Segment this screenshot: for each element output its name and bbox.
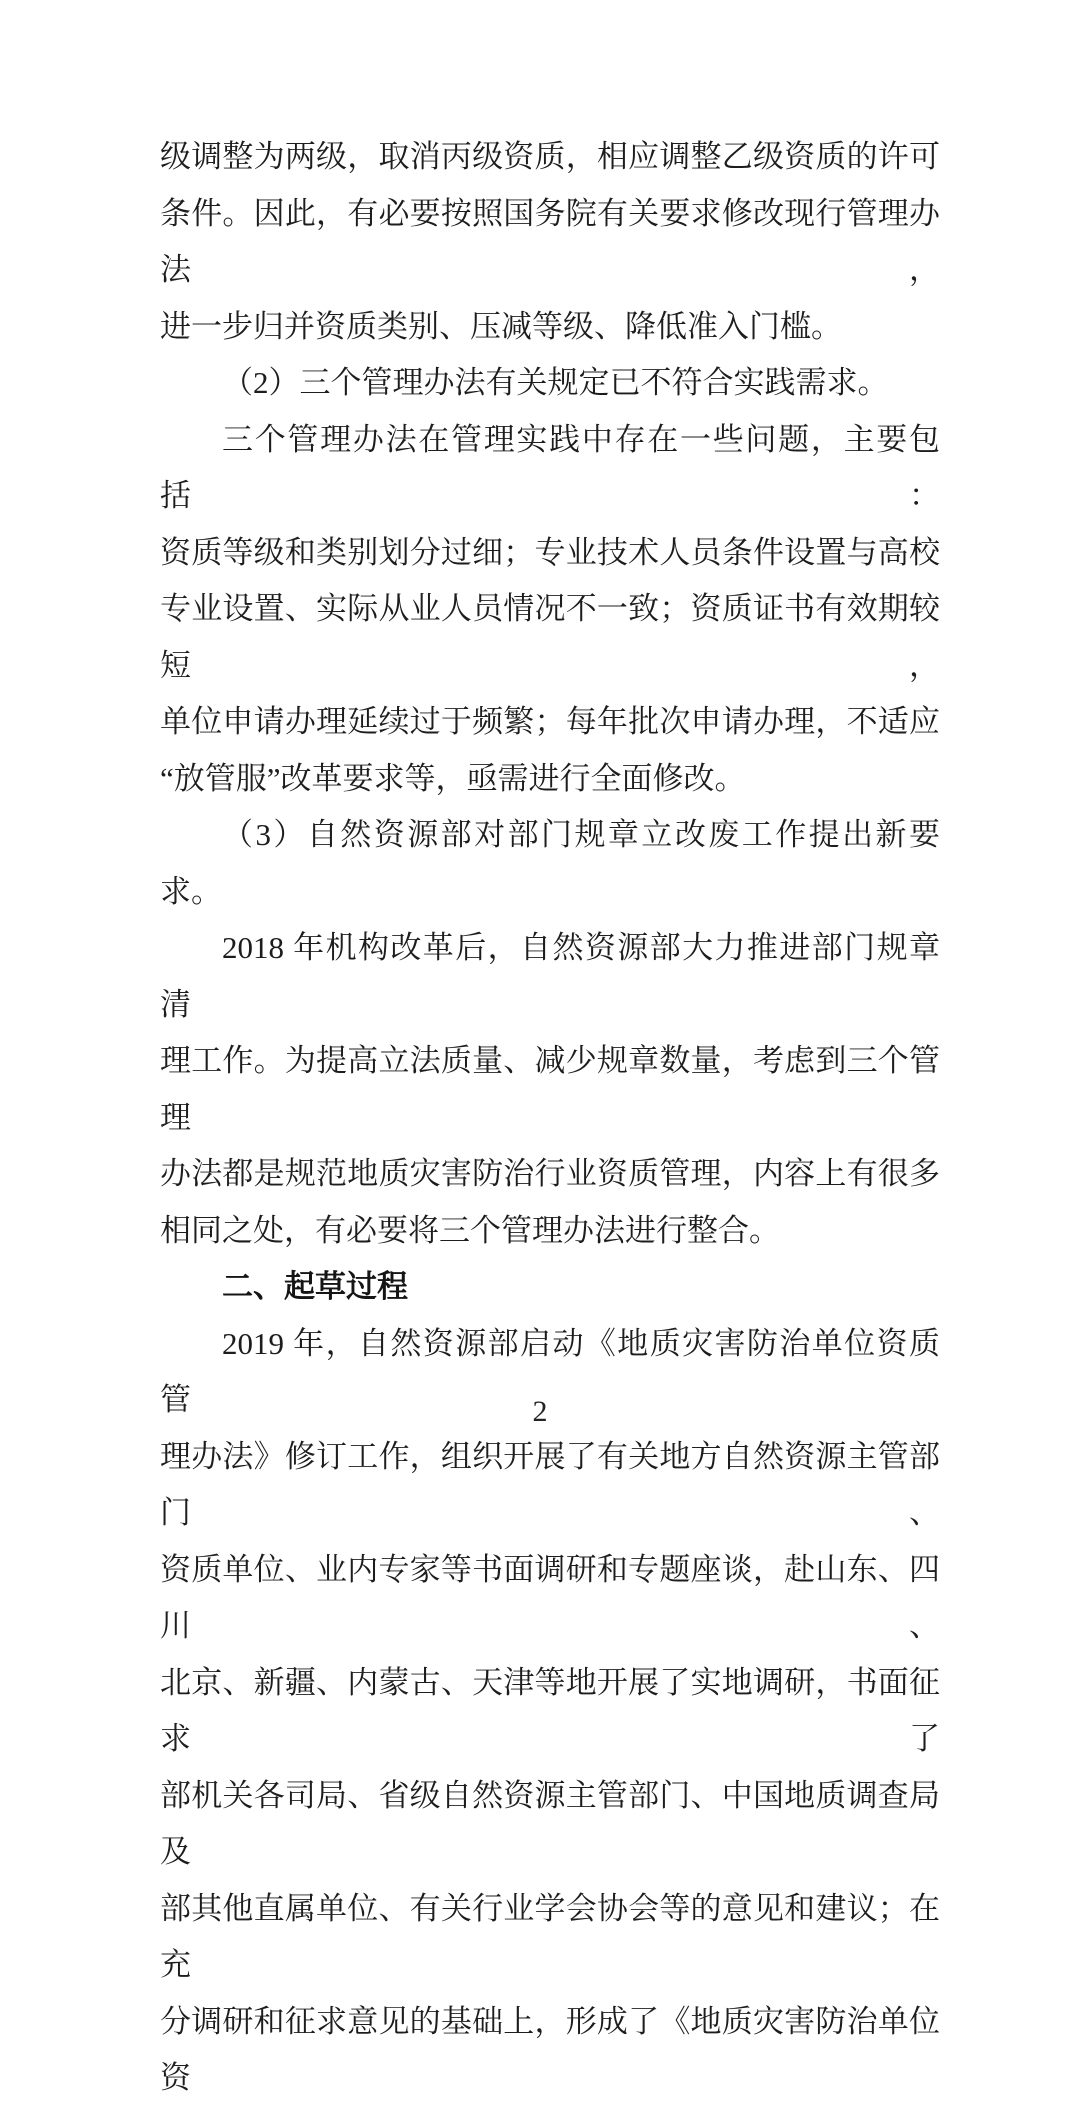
text-line: 条件。因此，有必要按照国务院有关要求修改现行管理办法， — [160, 195, 940, 287]
text-line: 资质等级和类别划分过细；专业技术人员条件设置与高校 — [160, 534, 940, 570]
text-line: 级调整为两级，取消丙级资质，相应调整乙级资质的许可 — [160, 139, 940, 174]
text-line: 分调研和征求意见的基础上，形成了《地质灾害防治单位资 — [160, 2003, 940, 2095]
text-line: 资质单位、业内专家等书面调研和专题座谈，赴山东、四川、 — [160, 1551, 940, 1643]
text-line: 理工作。为提高立法质量、减少规章数量，考虑到三个管理 — [160, 1043, 940, 1135]
text-line: 2019 年，自然资源部启动《地质灾害防治单位资质管 — [160, 1325, 940, 1417]
text-line: 部机关各司局、省级自然资源主管部门、中国地质调查局及 — [160, 1777, 940, 1869]
text-line: “放管服”改革要求等，亟需进行全面修改。 — [160, 760, 746, 796]
text-line: 北京、新疆、内蒙古、天津等地开展了实地调研，书面征求了 — [160, 1664, 940, 1756]
document-body — [160, 129, 940, 2107]
text-line: 三个管理办法在管理实践中存在一些问题，主要包括： — [160, 421, 940, 513]
text-line: 专业设置、实际从业人员情况不一致；资质证书有效期较短， — [160, 591, 940, 683]
section-heading: 二、起草过程 — [222, 1269, 408, 1304]
text-line: 进一步归并资质类别、压减等级、降低准入门槛。 — [160, 308, 842, 344]
text-line: 单位申请办理延续过于频繁；每年批次申请办理，不适应 — [160, 704, 940, 739]
list-item-2: （2）三个管理办法有关规定已不符合实践需求。 — [222, 365, 889, 400]
text-line: 办法都是规范地质灾害防治行业资质管理，内容上有很多 — [160, 1156, 940, 1191]
list-item-3: （3）自然资源部对部门规章立改废工作提出新要求。 — [160, 817, 940, 909]
text-line: 2018 年机构改革后，自然资源部大力推进部门规章清 — [160, 930, 940, 1022]
text-line: 部其他直属单位、有关行业学会协会等的意见和建议；在充 — [160, 1890, 940, 1982]
text-line: 理办法》修订工作，组织开展了有关地方自然资源主管部门、 — [160, 1438, 940, 1530]
text-line: 相同之处，有必要将三个管理办法进行整合。 — [160, 1212, 780, 1248]
page-number: 2 — [532, 1395, 548, 1428]
